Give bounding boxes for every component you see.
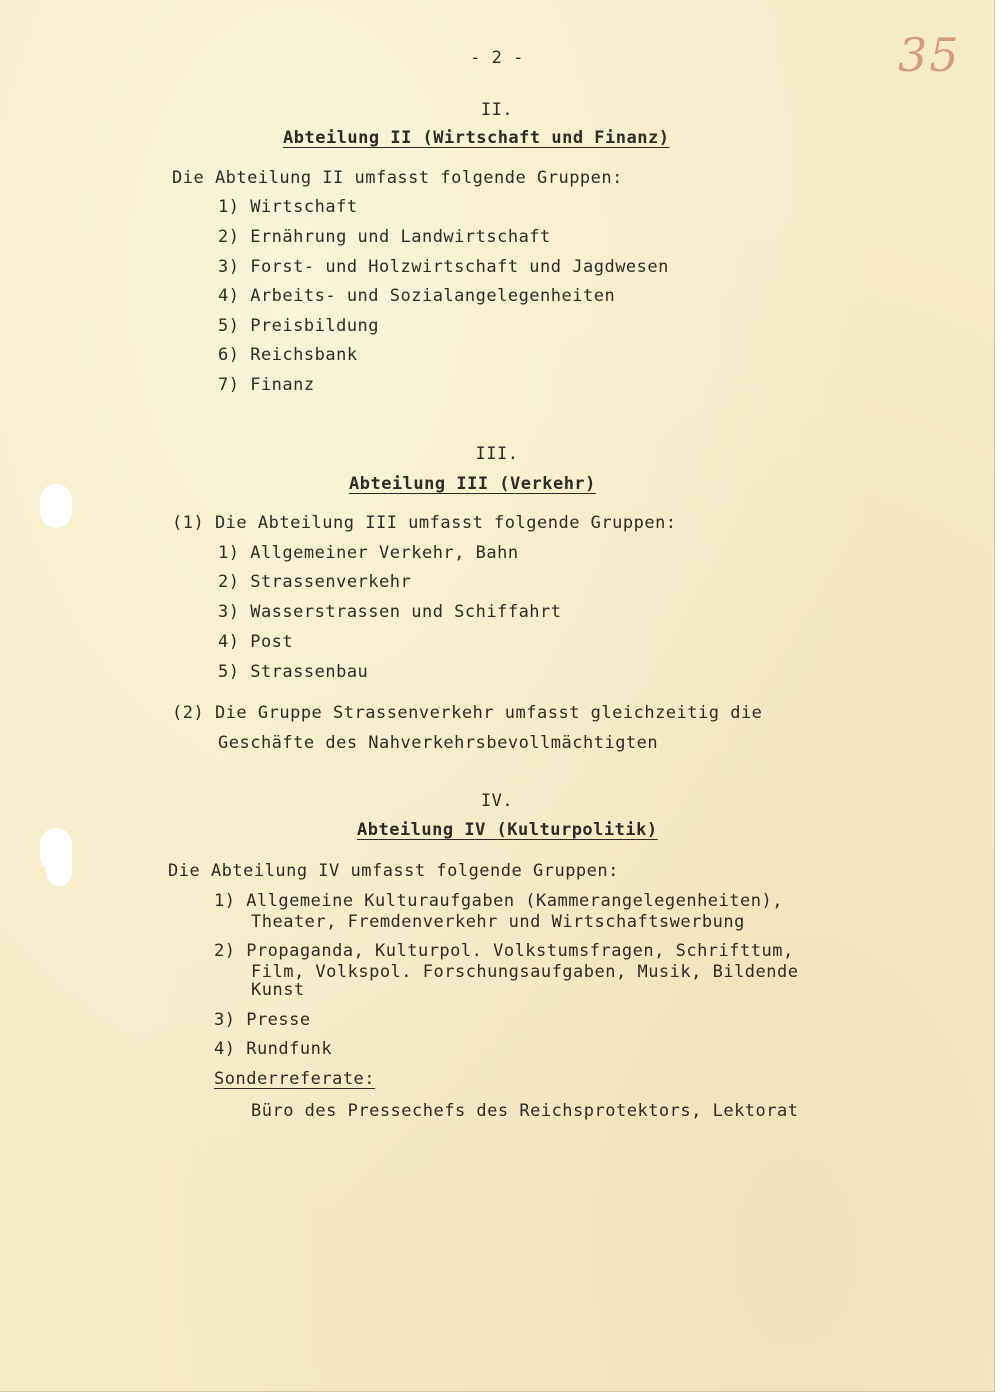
- section-4-heading: Abteilung IV (Kulturpolitik): [357, 820, 658, 840]
- section-4-numeral: IV.: [480, 791, 514, 811]
- section-3-group: 1) Allgemeiner Verkehr, Bahn: [218, 543, 519, 563]
- section-4-intro: Die Abteilung IV umfasst folgende Gruppen:: [168, 861, 619, 881]
- section-3-group: 3) Wasserstrassen und Schiffahrt: [218, 602, 562, 622]
- punch-hole: [46, 838, 72, 886]
- section-2-intro: Die Abteilung II umfasst folgende Gruppen:: [172, 168, 623, 188]
- special-departments-heading: Sonderreferate:: [214, 1069, 376, 1089]
- section-4-group-2-continued: Film, Volkspol. Forschungsaufgaben, Musik, Bildende: [251, 962, 799, 982]
- section-3-group: 5) Strassenbau: [218, 662, 369, 682]
- section-2-group: 2) Ernährung und Landwirtschaft: [218, 227, 551, 247]
- section-4-group-4: 4) Rundfunk: [214, 1039, 333, 1059]
- section-2-group: 4) Arbeits- und Sozialangelegenheiten: [218, 286, 616, 306]
- section-2-heading: Abteilung II (Wirtschaft und Finanz): [283, 128, 670, 148]
- section-2-group: 6) Reichsbank: [218, 345, 358, 365]
- handwritten-folio-number: 35: [898, 28, 961, 82]
- section-3-paragraph-1: (1) Die Abteilung III umfasst folgende Gruppen:: [172, 513, 677, 533]
- section-3-numeral: III.: [475, 444, 519, 464]
- section-3-heading: Abteilung III (Verkehr): [349, 474, 596, 494]
- section-3-group: 4) Post: [218, 632, 294, 652]
- punch-hole: [40, 484, 72, 528]
- section-2-group: 7) Finanz: [218, 375, 315, 395]
- page-number: - 2 -: [470, 48, 524, 68]
- section-3-paragraph-2-continued: Geschäfte des Nahverkehrsbevollmächtigten: [218, 733, 659, 753]
- special-departments-text: Büro des Pressechefs des Reichsprotektors, Lektorat: [251, 1101, 799, 1121]
- section-4-group-3: 3) Presse: [214, 1010, 311, 1030]
- section-2-numeral: II.: [480, 100, 514, 120]
- section-4-group-1: 1) Allgemeine Kulturaufgaben (Kammerangelegenheiten),: [214, 891, 783, 911]
- section-4-group-1-continued: Theater, Fremdenverkehr und Wirtschaftswerbung: [251, 912, 745, 932]
- section-3-group: 2) Strassenverkehr: [218, 572, 412, 592]
- section-2-group: 5) Preisbildung: [218, 316, 380, 336]
- section-2-group: 3) Forst- und Holzwirtschaft und Jagdwesen: [218, 257, 669, 277]
- section-4-group-2-continued: Kunst: [251, 980, 305, 1000]
- section-2-group: 1) Wirtschaft: [218, 197, 358, 217]
- section-4-group-2: 2) Propaganda, Kulturpol. Volkstumsfragen, Schrifttum,: [214, 941, 794, 961]
- section-3-paragraph-2: (2) Die Gruppe Strassenverkehr umfasst gleichzeitig die: [172, 703, 763, 723]
